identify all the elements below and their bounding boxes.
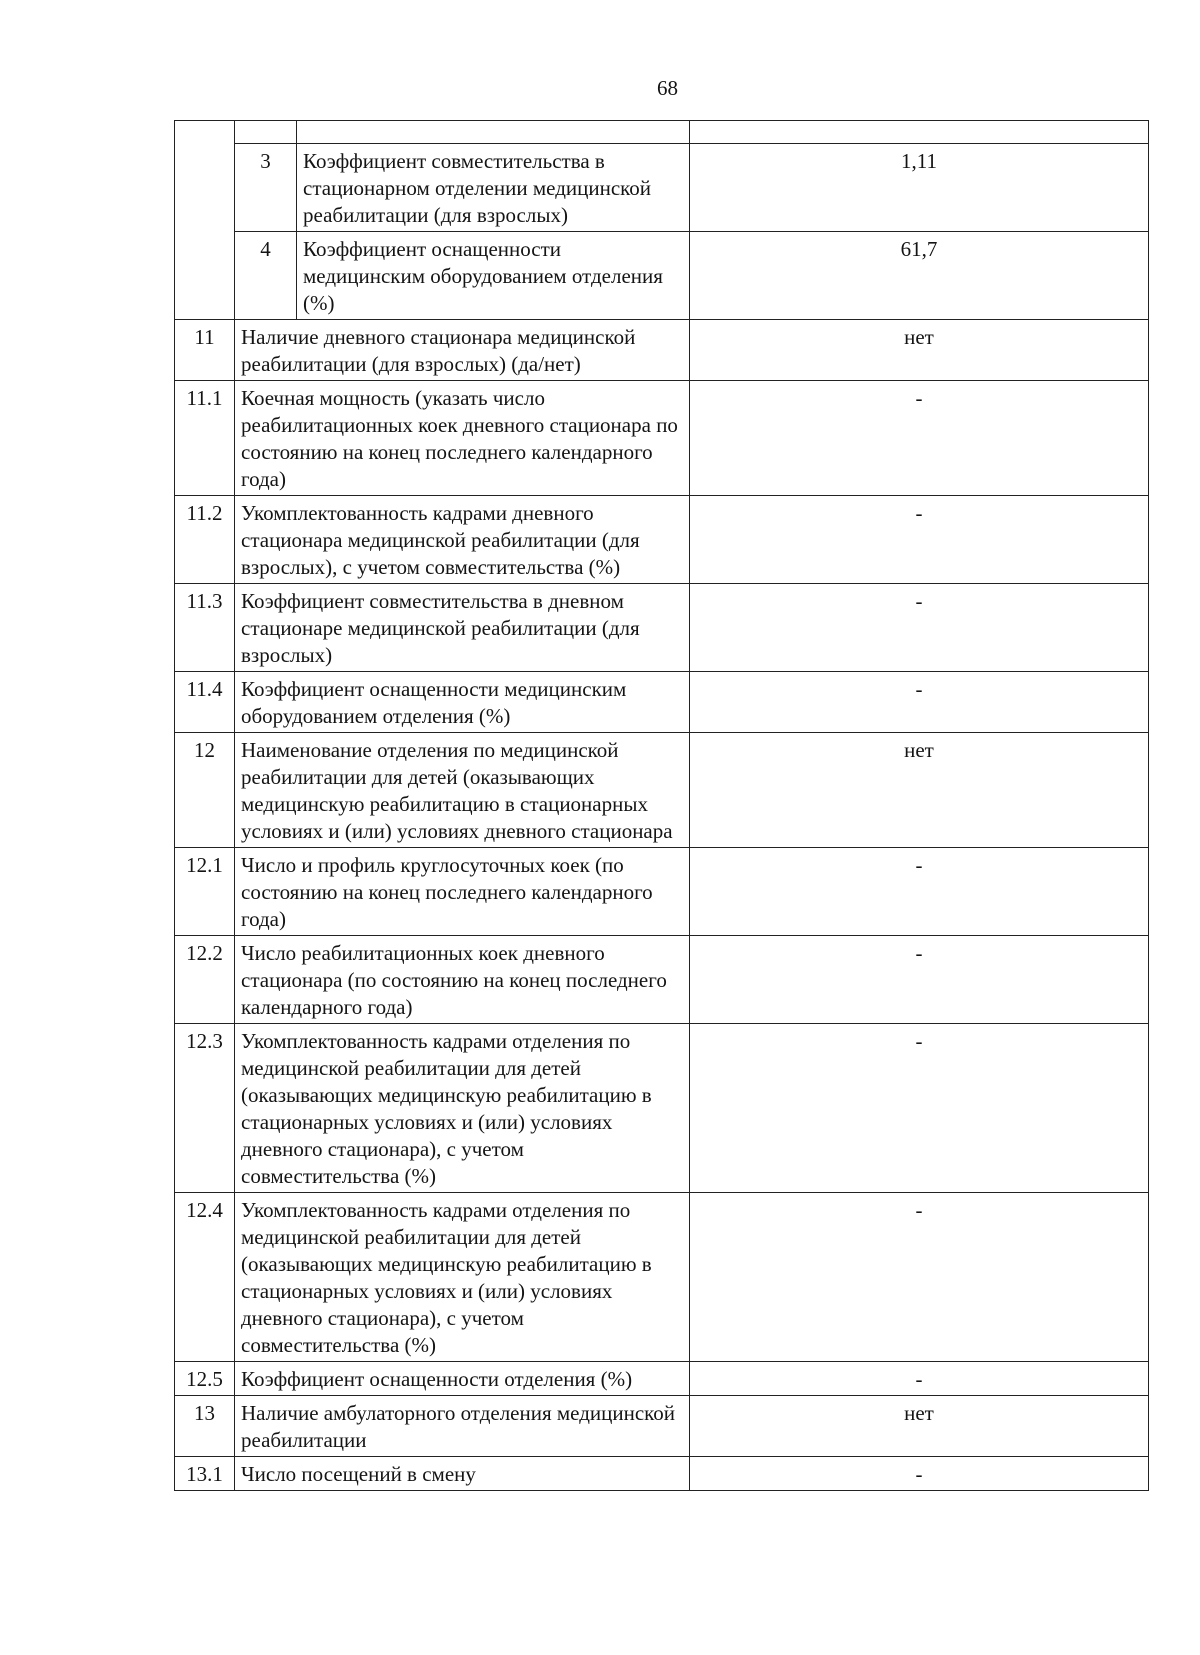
row-text: Коечная мощность (указать число реабилитационных коек дневного стационара по состоянию на конец последнего календарного года) (235, 381, 690, 496)
row-value: - (690, 1193, 1149, 1362)
table-header-row (175, 121, 1149, 144)
table-row (175, 381, 1149, 496)
row-text: Коэффициент оснащенности медицинским оборудованием отделения (%) (235, 672, 690, 733)
row-text: Коэффициент оснащенности отделения (%) (235, 1362, 690, 1396)
row-value: - (690, 936, 1149, 1024)
table-row (175, 1193, 1149, 1362)
table-row (175, 1024, 1149, 1193)
row-value: 61,7 (690, 232, 1149, 320)
row-value: нет (690, 320, 1149, 381)
row-number: 12 (175, 733, 235, 848)
row-value: 1,11 (690, 144, 1149, 232)
row-value: нет (690, 733, 1149, 848)
row-value: - (690, 848, 1149, 936)
row-text: Число реабилитационных коек дневного стационара (по состоянию на конец последнего календарного года) (235, 936, 690, 1024)
row-number: 3 (235, 144, 297, 232)
row-number: 11.2 (175, 496, 235, 584)
row-text: Наличие дневного стационара медицинской реабилитации (для взрослых) (да/нет) (235, 320, 690, 381)
table-row (175, 848, 1149, 936)
table-row (175, 232, 1149, 320)
page-number: 68 (657, 76, 678, 100)
row-number: 11 (175, 320, 235, 381)
table-row (175, 584, 1149, 672)
indicators-table (174, 120, 1149, 1491)
row-text: Коэффициент совместительства в дневном стационаре медицинской реабилитации (для взрослых) (235, 584, 690, 672)
row-number: 11.1 (175, 381, 235, 496)
table-row (175, 496, 1149, 584)
table-row (175, 1396, 1149, 1457)
row-number: 12.5 (175, 1362, 235, 1396)
row-text: Наименование отделения по медицинской реабилитации для детей (оказывающих медицинскую реабилитацию в стационарных условиях и (или) условиях дневного стационара (235, 733, 690, 848)
row-number: 4 (235, 232, 297, 320)
table-row (175, 1362, 1149, 1396)
row-value: - (690, 1457, 1149, 1491)
row-value: нет (690, 1396, 1149, 1457)
table-row (175, 733, 1149, 848)
row-text: Число и профиль круглосуточных коек (по состоянию на конец последнего календарного года) (235, 848, 690, 936)
table-row (175, 936, 1149, 1024)
row-value: - (690, 1024, 1149, 1193)
row-number: 12.4 (175, 1193, 235, 1362)
row-value: - (690, 672, 1149, 733)
table-row (175, 144, 1149, 232)
table-row (175, 320, 1149, 381)
row-text: Укомплектованность кадрами дневного стационара медицинской реабилитации (для взрослых), с учетом совместительства (%) (235, 496, 690, 584)
row-text: Коэффициент оснащенности медицинским оборудованием отделения (%) (297, 232, 690, 320)
row-text: Число посещений в смену (235, 1457, 690, 1491)
row-number: 13.1 (175, 1457, 235, 1491)
row-text: Коэффициент совместительства в стационарном отделении медицинской реабилитации (для взрослых) (297, 144, 690, 232)
row-number: 12.3 (175, 1024, 235, 1193)
row-value: - (690, 1362, 1149, 1396)
table-row (175, 1457, 1149, 1491)
table-row (175, 672, 1149, 733)
row-number: 11.4 (175, 672, 235, 733)
empty-number-cell (175, 121, 235, 320)
row-text: Укомплектованность кадрами отделения по медицинской реабилитации для детей (оказывающих медицинскую реабилитацию в стационарных условиях и (или) условиях дневного стационара), с учетом совместительства (%) (235, 1024, 690, 1193)
row-value: - (690, 496, 1149, 584)
row-number: 12.2 (175, 936, 235, 1024)
row-number: 12.1 (175, 848, 235, 936)
row-text: Наличие амбулаторного отделения медицинской реабилитации (235, 1396, 690, 1457)
row-number: 11.3 (175, 584, 235, 672)
row-number: 13 (175, 1396, 235, 1457)
row-value: - (690, 381, 1149, 496)
row-value: - (690, 584, 1149, 672)
row-text: Укомплектованность кадрами отделения по медицинской реабилитации для детей (оказывающих медицинскую реабилитацию в стационарных условиях и (или) условиях дневного стационара), с учетом совместительства (%) (235, 1193, 690, 1362)
